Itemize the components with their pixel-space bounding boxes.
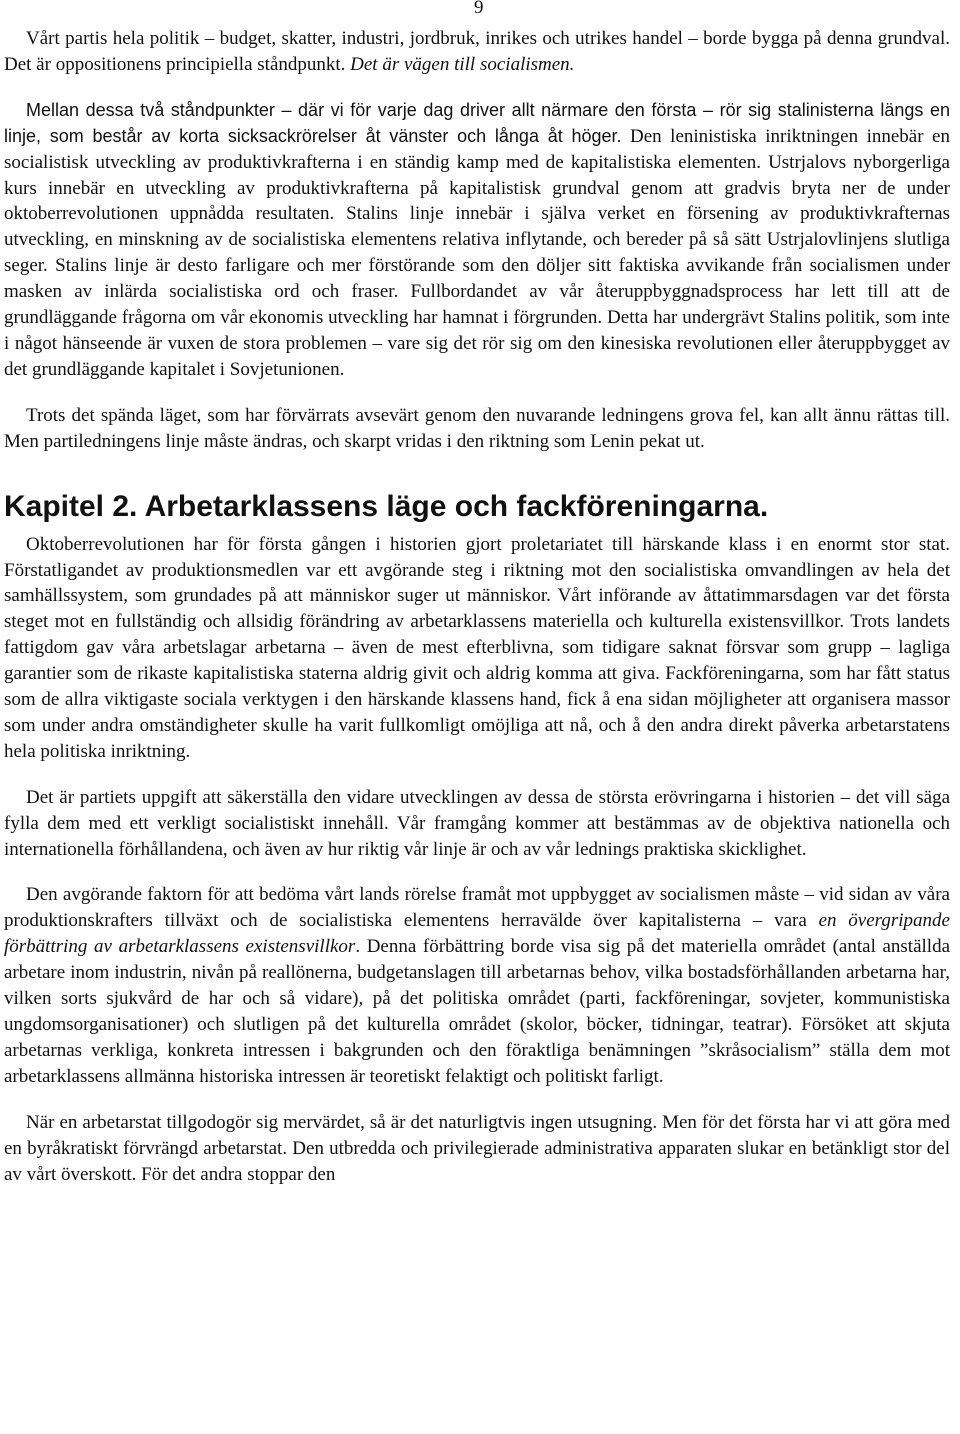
paragraph: Det är partiets uppgift att säkerställa den vidare utvecklingen av dessa de största erövringarna i historien – det vill säga fylla dem med ett verkligt socialistiskt innehåll. Vår framgång kommer att bestämmas av de objektiva nationella och internationella förhållandena, och även av hur riktig vår linje är och av vår lednings praktiska skicklighet. [4,786,950,860]
paragraph-text: Den leninistiska inriktningen innebär en socialistisk utveckling av produktivkrafterna i en ständig kamp med de kapitalistiska elementen. Ustrjalovs nyborgerliga kurs innebär en utveckling av produktivkrafterna på kapitalistisk grundval genom att gradvis bryta ner de under oktoberrevolutionen uppnådda resultaten. Stalins linje innebär i själva verket en försening av produktivkrafternas utveckling, en minskning av de socialistiska elementens relativa inflytande, och bereder på så sätt Ustrjalovlinjens slutliga seger. Stalins linje är desto farligare och mer förstörande som den döljer sitt faktiska avvikande från socialismen under masken av inlärda socialistiska ord och fraser. Fullbordandet av vår återuppbyggnadsprocess har lett till att de grundläggande frågorna om vår ekonomis utveckling har hamnat i förgrunden. Detta har undergrävt Stalins politik, som inte i något hänseende är vuxen de stora problemen – vare sig det rör sig om den kinesiska revolutionen eller återuppbygget av det grundläggande kapitalet i Sovjetunionen. [4,125,950,380]
page-number: 9 [474,0,484,18]
paragraph: Oktoberrevolutionen har för första gången i historien gjort proletariatet till härskande klass i en enormt stor stat. Förstatligandet av produktionsmedlen var ett avgörande steg i riktning mot den socialistiska omvandlingen av hela det samhällssystem, som grundades på att människor suger ut människor. Vårt införande av åttatimmarsdagen var det första steget mot en fullständig och allsidig förändring av arbetarklassens materiella och kulturella existensvillkor. Trots landets fattigdom gav våra arbetslagar arbetarna – även de mest efterblivna, som tidigare saknat försvar som grupp – lagliga garantier som de rikaste kapitalistiska staterna aldrig givit och aldrig komma att giva. Fackföreningarna, som har fått status som de allra viktigaste sociala verktygen i den härskande klassens hand, fick å ena sidan möjligheter att organisera massor som under andra omständigheter skulle ha varit fullkomligt omöjliga att nå, och å den andra direkt påverka arbetarstatens hela politiska inriktning. [4,533,950,762]
emphasis-text: Det är vägen till socialismen. [350,53,575,75]
paragraph [4,882,950,1089]
paragraph-text: Mellan dessa två ståndpunkter – där vi för varje dag driver allt närmare den första – rör sig stalinisterna längs en linje, som består av korta sicksackrörelser åt vänster och långa åt höger. [4,99,950,146]
paragraph: När en arbetarstat tillgodogör sig mervärdet, så är det naturligtvis ingen utsugning. Men för det första har vi att göra med en byråkratiskt förvrängd arbetarstat. Den utbredda och privilegierade administrativa apparaten slukar en betänkligt stor del av vårt överskott. För det andra stoppar den [4,1111,950,1185]
paragraph: Trots det spända läget, som har förvärrats avsevärt genom den nuvarande ledningens grova fel, kan allt ännu rättas till. Men partiledningens linje måste ändras, och skarpt vridas i den riktning som Lenin pekat ut. [4,404,950,452]
paragraph-text: Vårt partis hela politik – budget, skatter, industri, jordbruk, inrikes och utrikes handel – borde bygga på denna grundval. Det är oppositionens principiella ståndpunkt. [4,28,950,75]
document-body [4,26,950,1187]
paragraph [4,26,950,78]
paragraph-text: Den avgörande faktorn för att bedöma vårt lands rörelse framåt mot uppbygget av socialismen måste – vid sidan av våra produktionskrafters tillväxt och de socialistiska elementens herravälde över kapitalisterna – vara [4,884,950,932]
paragraph [4,98,950,383]
paragraph-text: . Denna förbättring borde visa sig på det materiella området (antal anställda arbetare inom industrin, nivån på reallönerna, budgetanslagen till arbetarnas behov, vilka bostadsförhållanden arbetarna har, vilken sorts sjukvård de har och så vidare), på det politiska området (parti, fackföreningar, sovjeter, kommunistiska ungdomsorganisationer) och slutligen på det kulturella området (skolor, böcker, tidningar, teatrar). Försöket att skjuta arbetarnas verkliga, konkreta intressen i bakgrunden och den föraktliga benämningen ”skråsocialism” ställa dem mot arbetarklassens allmänna historiska intressen är teoretiskt felaktigt och politiskt farligt. [4,936,951,1087]
chapter-heading: Kapitel 2. Arbetarklassens läge och fackföreningarna. [4,489,769,523]
emphasis-text: en övergripande förbättring av arbetarklassens existensvillkor [4,910,950,958]
